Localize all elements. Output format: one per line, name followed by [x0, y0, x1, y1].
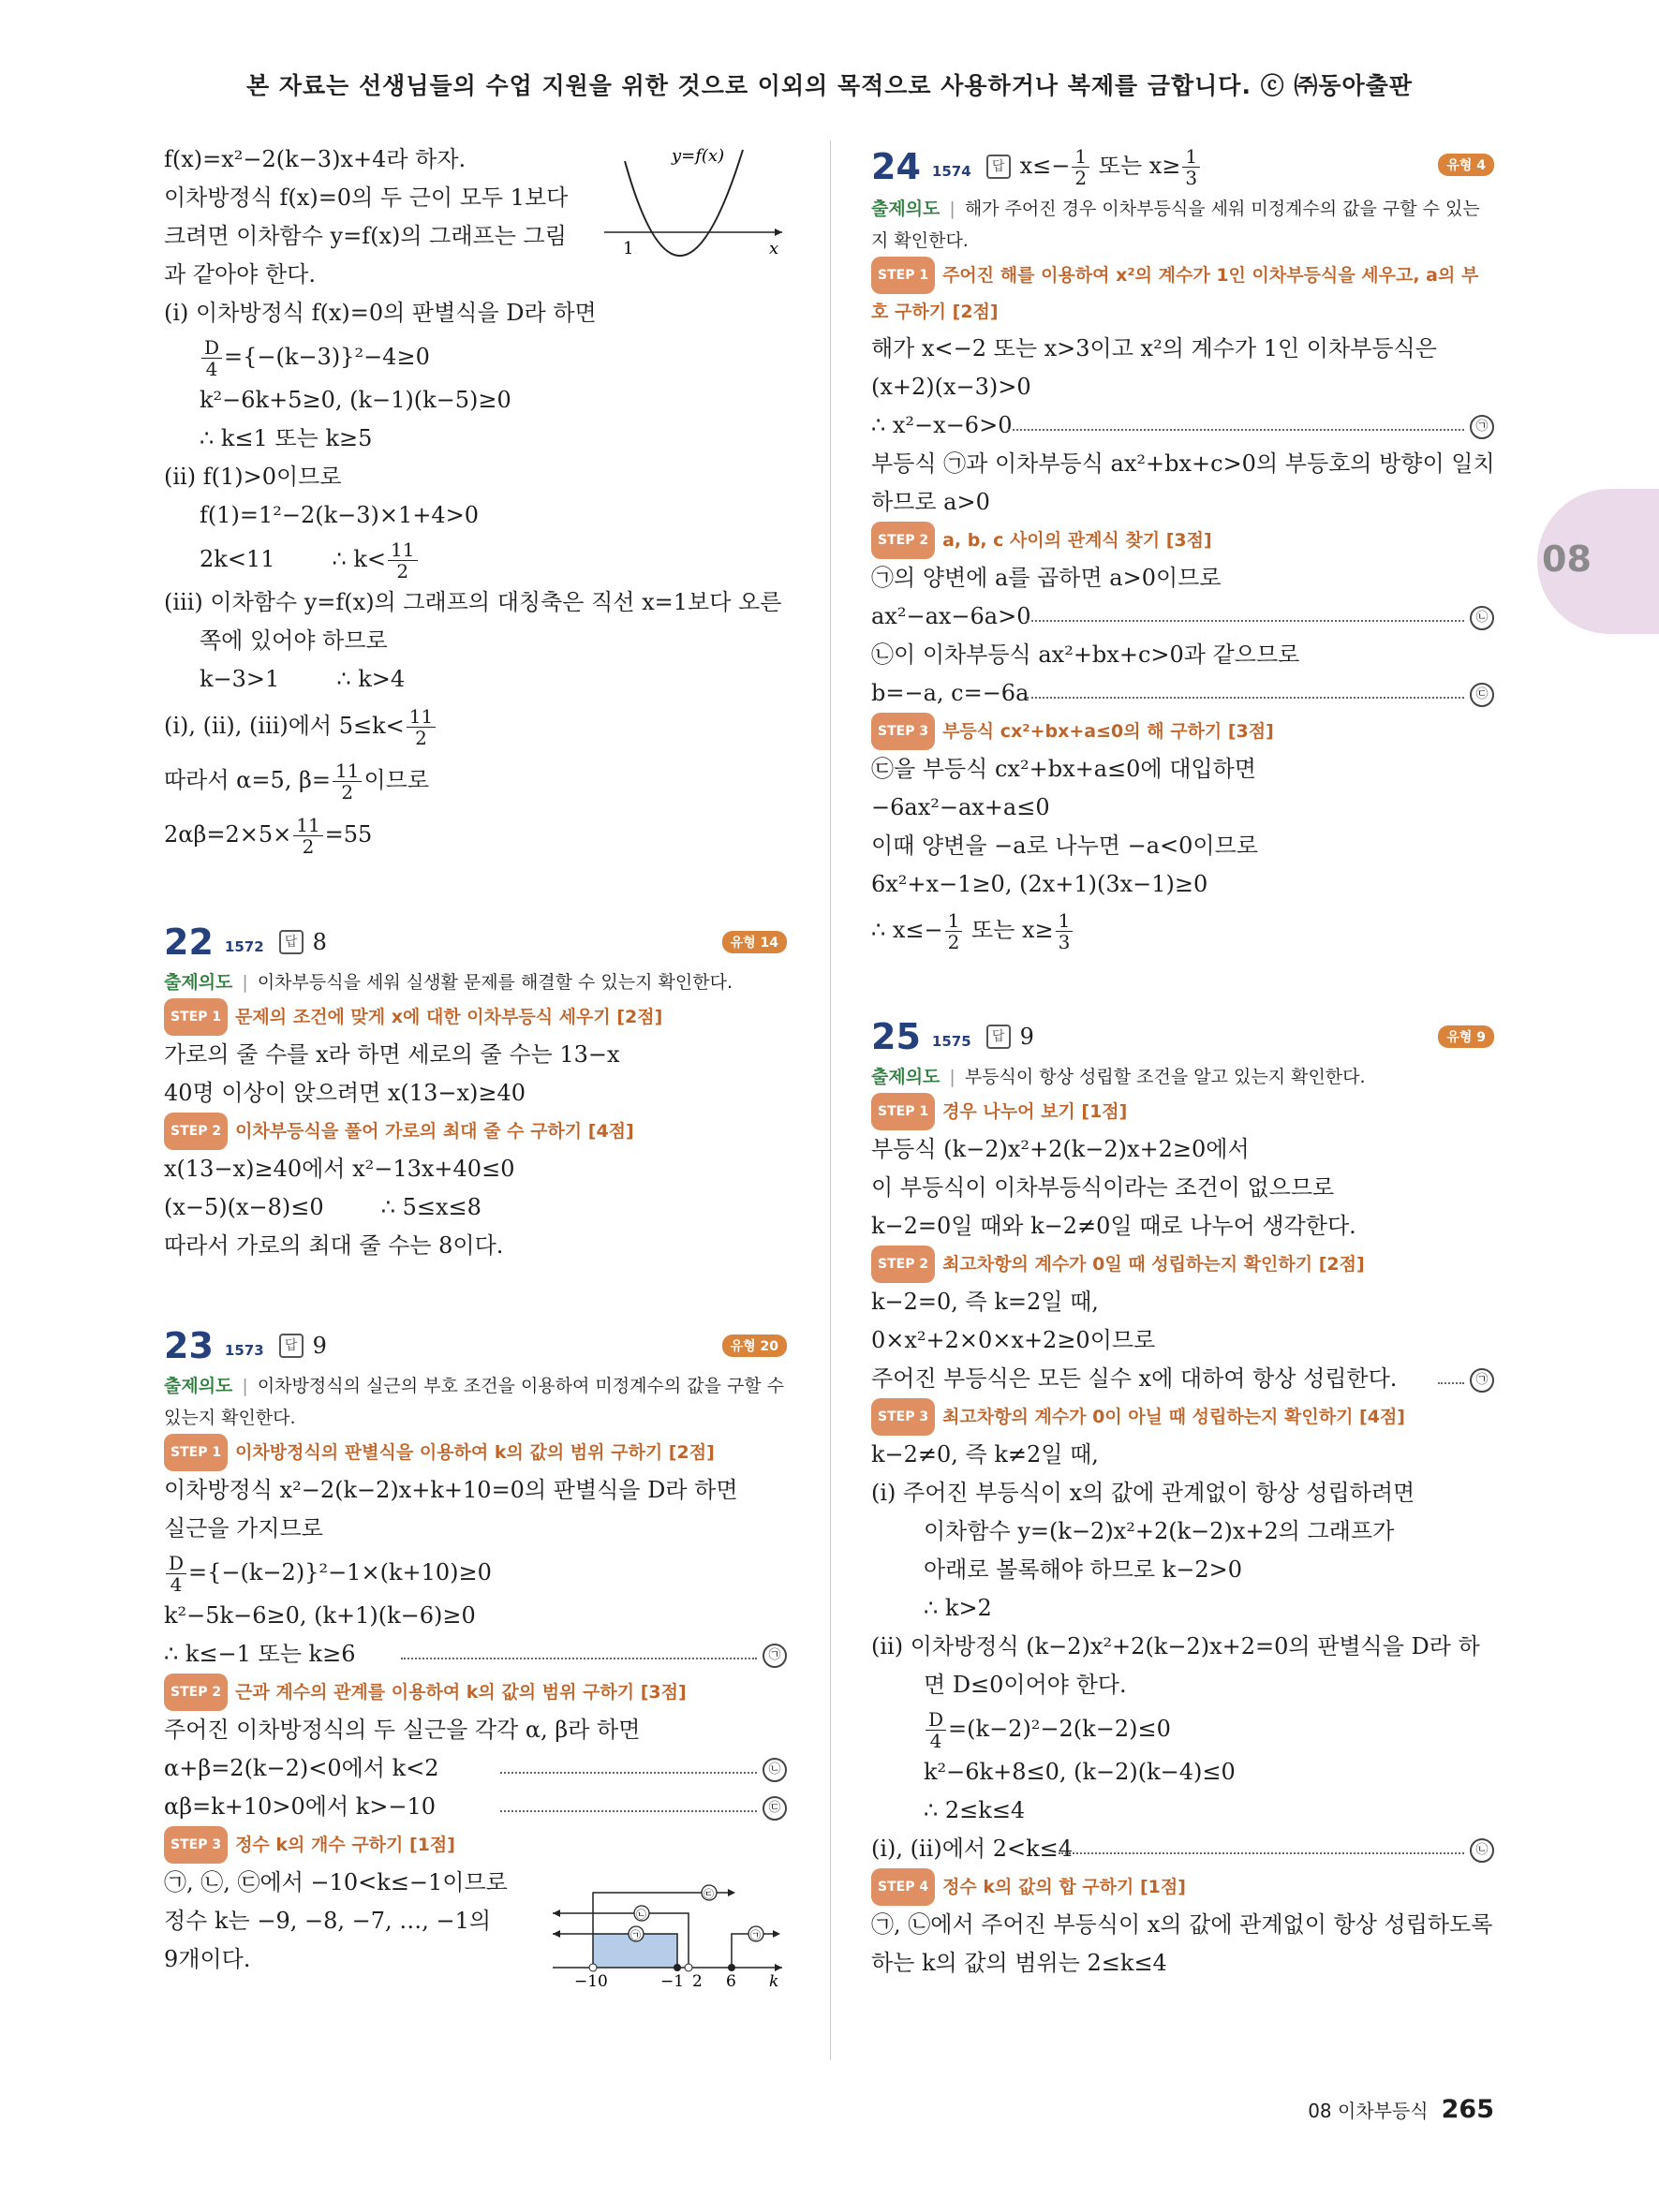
page-footer — [1308, 2095, 1494, 2124]
equation-line: 부등식 (k−2)x²+2(k−2)x+2≥0에서 — [871, 1136, 1250, 1162]
step-heading: STEP 2 a, b, c 사이의 관계식 찾기 [3점] — [871, 522, 1494, 559]
footer-chapter: 08 이차부등식 — [1308, 2100, 1429, 2122]
equation-line: $\frac{D}{4}$ ={−(k−2)}²−1×(k+10)≥0 — [164, 1548, 787, 1597]
intent: 출제의도 | 해가 주어진 경우 이차부등식을 세워 미정계수의 값을 구할 수 있는지 확인한다. — [871, 199, 1480, 251]
text-line: 이차함수 y=(k−2)x²+2(k−2)x+2의 그래프가 — [924, 1518, 1395, 1544]
type-badge: 유형 9 — [1438, 1025, 1494, 1048]
left-column — [164, 140, 787, 1986]
problem-number: 25 — [871, 1016, 921, 1057]
text-line: 이차방정식 f(x)=0의 두 근이 모두 1보다 — [164, 184, 569, 211]
mark-a2-label: ㉠ — [750, 1929, 761, 1941]
text-line: f(x)=x²−2(k−3)x+4라 하자. — [164, 146, 467, 172]
text-line: 쪽에 있어야 하므로 — [200, 627, 388, 654]
equation-line: ax²−ax−6a>0 ㉡ — [871, 597, 1494, 636]
text-line: (ⅰ) 주어진 부등식이 x의 값에 관계없이 항상 성립하려면 — [871, 1480, 1415, 1506]
equation-line: 따라서 α=5, β= $\frac{11}{2}$ 이므로 — [164, 759, 430, 804]
text-line: 주어진 이차방정식의 두 실근을 각각 α, β라 하면 — [164, 1717, 641, 1743]
circle-mark-icon: ㉠ — [1470, 415, 1494, 439]
equation-line: $\frac{D}{4}$ ={−(k−3)}²−4≥0 — [164, 332, 787, 381]
equation-line: 0×x²+2×0×x+2≥0이므로 — [871, 1327, 1156, 1353]
problem-24 — [871, 140, 1494, 956]
text-line: 이때 양변을 −a로 나누면 −a<0이므로 — [871, 833, 1258, 859]
fraction: $\frac{11}{2}$ — [333, 760, 362, 803]
text-line: (ⅰ) 이차방정식 f(x)=0의 판별식을 D라 하면 — [164, 300, 597, 326]
text-line: 부등식 ㉠과 이차부등식 ax²+bx+c>0의 부등호의 방향이 일치 — [871, 450, 1495, 477]
equation-line: b=−a, c=−6a ㉢ — [871, 674, 1494, 713]
text-line: (ⅱ) 이차방정식 (k−2)x²+2(k−2)x+2=0의 판별식을 D라 하 — [871, 1633, 1480, 1659]
circle-mark-icon: ㉠ — [763, 1644, 787, 1668]
copyright-notice: 본 자료는 선생님들의 수업 지원을 위한 것으로 이외의 목적으로 사용하거나 복제를 금합니다. ⓒ ㈜동아출판 — [246, 72, 1413, 99]
equation-line: 2αβ=2×5× $\frac{11}{2}$ =55 — [164, 814, 373, 858]
problem-25 — [871, 1012, 1494, 1983]
circle-mark-icon: ㉡ — [1470, 1838, 1494, 1863]
equation-line: (x−5)(x−8)≤0 ∴ 5≤x≤8 — [164, 1194, 481, 1220]
answer: 8 — [312, 929, 327, 955]
equation-line: α+β=2(k−2)<0에서 k<2 ㉡ — [164, 1749, 787, 1788]
equation-line: (ⅰ), (ⅱ), (ⅲ)에서 5≤k< $\frac{11}{2}$ — [164, 699, 787, 753]
text-line: ㉠, ㉡, ㉢에서 −10<k≤−1이므로 — [164, 1869, 508, 1895]
graph-x-label: x — [769, 239, 779, 258]
fraction: $\frac{D}{4}$ — [926, 1709, 946, 1751]
text-line: 정수 k는 −9, −8, −7, …, −1의 — [164, 1908, 492, 1934]
problem-code: 1572 — [224, 938, 264, 955]
equation-line: −6ax²−ax+a≤0 — [871, 794, 1050, 820]
fraction: $\frac{1}{3}$ — [1182, 146, 1200, 188]
fraction: $\frac{1}{3}$ — [1056, 910, 1074, 952]
text-line: 아래로 볼록해야 하므로 k−2>0 — [924, 1556, 1243, 1583]
equation-line: k²−6k+8≤0, (k−2)(k−4)≤0 — [924, 1759, 1236, 1785]
graph-func-label: y=f(x) — [672, 146, 725, 166]
page-number: 265 — [1441, 2095, 1494, 2124]
equation-line: 2k<11 ∴ k< $\frac{11}{2}$ — [164, 535, 787, 583]
answer-icon: 답 — [986, 155, 1011, 179]
text-line: 하므로 a>0 — [871, 489, 990, 515]
step-heading: STEP 4 정수 k의 값의 합 구하기 [1점] — [871, 1868, 1494, 1906]
problem-code: 1573 — [224, 1342, 264, 1359]
problem-header — [164, 918, 787, 966]
type-badge: 유형 4 — [1438, 154, 1494, 176]
text-line: 주어진 부등식은 모든 실수 x에 대하여 항상 성립한다. ㉠ — [871, 1360, 1494, 1398]
fraction: $\frac{1}{2}$ — [1072, 146, 1089, 188]
equation-line: k²−6k+5≥0, (k−1)(k−5)≥0 — [200, 387, 511, 413]
equation-line: ∴ k>2 — [924, 1595, 992, 1621]
equation-line: k−2≠0, 즉 k≠2일 때, — [871, 1441, 1099, 1467]
problem-number: 22 — [164, 922, 214, 963]
problem-code: 1574 — [931, 163, 971, 180]
step-heading: STEP 1 문제의 조건에 맞게 x에 대한 이차부등식 세우기 [2점] — [164, 998, 787, 1036]
answer: x≤− $\frac{1}{2}$ 또는 x≥ $\frac{1}{3}$ — [1020, 146, 1203, 188]
equation-line: x(13−x)≥40에서 x²−13x+40≤0 — [164, 1156, 515, 1182]
circle-mark-icon: ㉡ — [1470, 606, 1494, 630]
column-divider — [830, 140, 831, 2060]
answer-icon: 답 — [279, 930, 304, 954]
mark-a-label: ㉠ — [630, 1929, 641, 1941]
fraction: $\frac{11}{2}$ — [293, 815, 322, 857]
tick-label: 2 — [692, 1972, 703, 1986]
tick-label: 6 — [726, 1972, 736, 1986]
text-line: 과 같아야 한다. — [164, 261, 316, 288]
circle-mark-icon: ㉢ — [763, 1796, 787, 1821]
text-line: 따라서 가로의 최대 줄 수는 8이다. — [164, 1232, 504, 1259]
equation-line: (ⅰ), (ⅱ)에서 2<k≤4 ㉡ — [871, 1830, 1494, 1868]
mark-b-label: ㉡ — [636, 1909, 646, 1921]
answer-icon: 답 — [279, 1334, 304, 1358]
step-heading: STEP 1 이차방정식의 판별식을 이용하여 k의 값의 범위 구하기 [2점] — [164, 1434, 787, 1471]
equation-line: αβ=k+10>0에서 k>−10 ㉢ — [164, 1788, 787, 1826]
text-line: 면 D≤0이어야 한다. — [924, 1672, 1127, 1698]
problem-number: 24 — [871, 146, 921, 187]
text-line: 해가 x<−2 또는 x>3이고 x²의 계수가 1인 이차부등식은 — [871, 335, 1437, 361]
problem-header — [164, 1321, 787, 1370]
step-heading: STEP 2 이차부등식을 풀어 가로의 최대 줄 수 구하기 [4점] — [164, 1113, 787, 1150]
problem-header — [871, 1012, 1494, 1061]
text-line: 크려면 이차함수 y=f(x)의 그래프는 그림 — [164, 223, 567, 249]
step-heading: STEP 1 경우 나누어 보기 [1점] — [871, 1093, 1494, 1130]
step-heading: STEP 1 주어진 해를 이용하여 x²의 계수가 1인 이차부등식을 세우고, a의 부호 구하기 [2점] — [871, 257, 1494, 330]
text-line: 이차방정식 x²−2(k−2)x+k+10=0의 판별식을 D라 하면 — [164, 1477, 738, 1503]
circle-mark-icon: ㉠ — [1470, 1368, 1494, 1393]
equation-line: ∴ k≤1 또는 k≥5 — [200, 425, 373, 451]
mark-c-label: ㉢ — [704, 1888, 714, 1900]
tick-label: −10 — [574, 1972, 608, 1986]
step-heading: STEP 3 부등식 cx²+bx+a≤0의 해 구하기 [3점] — [871, 713, 1494, 750]
intent: 출제의도 | 부등식이 항상 성립할 조건을 알고 있는지 확인한다. — [871, 1067, 1366, 1087]
fraction: $\frac{1}{2}$ — [945, 910, 963, 952]
equation-line: k²−5k−6≥0, (k+1)(k−6)≥0 — [164, 1602, 476, 1629]
fraction: $\frac{D}{4}$ — [166, 1553, 186, 1595]
chapter-tab-number: 08 — [1542, 538, 1592, 580]
circle-mark-icon: ㉢ — [1470, 683, 1494, 707]
problem-22 — [164, 918, 787, 1265]
fraction: $\frac{11}{2}$ — [407, 706, 436, 748]
text-line: ㉠, ㉡에서 주어진 부등식이 x의 값에 관계없이 항상 성립하도록 — [871, 1911, 1493, 1938]
answer: 9 — [312, 1333, 327, 1359]
text-line: ㉠의 양변에 a를 곱하면 a>0이므로 — [871, 565, 1222, 591]
circle-mark-icon: ㉡ — [763, 1758, 787, 1782]
step-heading: STEP 2 최고차항의 계수가 0일 때 성립하는지 확인하기 [2점] — [871, 1246, 1494, 1283]
text-line: 실근을 가지므로 — [164, 1515, 323, 1541]
text-line: 하는 k의 값의 범위는 2≤k≤4 — [871, 1950, 1167, 1976]
problem-header — [871, 140, 1494, 193]
equation-line: ∴ k≤−1 또는 k≥6 ㉠ — [164, 1635, 787, 1674]
tick-label: k — [769, 1972, 779, 1986]
equation-line: $\frac{D}{4}$ =(k−2)²−2(k−2)≤0 — [871, 1704, 1494, 1753]
text-line: 9개이다. — [164, 1946, 251, 1972]
problem-23 — [164, 1321, 787, 1986]
text-line: (ⅲ) 이차함수 y=f(x)의 그래프의 대칭축은 직선 x=1보다 오른 — [164, 589, 782, 615]
equation-line: k−3>1 ∴ k>4 — [200, 666, 406, 692]
equation-line: ∴ x≤− $\frac{1}{2}$ 또는 x≥ $\frac{1}{3}$ — [871, 904, 1494, 956]
intent: 출제의도 | 이차부등식을 세워 실생활 문제를 해결할 수 있는지 확인한다. — [164, 972, 733, 993]
problem-code: 1575 — [931, 1033, 971, 1050]
equation-line: ∴ 2≤k≤4 — [924, 1797, 1026, 1823]
equation-line: f(1)=1²−2(k−3)×1+4>0 — [200, 502, 480, 528]
right-column — [871, 140, 1494, 1983]
fraction: $\frac{11}{2}$ — [388, 539, 417, 582]
type-badge: 유형 20 — [722, 1335, 787, 1357]
number-line-diagram — [548, 1876, 787, 1986]
equation-line: 6x²+x−1≥0, (2x+1)(3x−1)≥0 — [871, 871, 1208, 897]
text-line: k−2=0일 때와 k−2≠0일 때로 나누어 생각한다. — [871, 1213, 1356, 1239]
problem-number: 23 — [164, 1325, 214, 1366]
step-heading: STEP 3 최고차항의 계수가 0이 아닐 때 성립하는지 확인하기 [4점] — [871, 1398, 1494, 1436]
equation-line: (x+2)(x−3)>0 — [871, 374, 1031, 400]
tick-label: −1 — [660, 1972, 685, 1986]
text-line: 이 부등식이 이차부등식이라는 조건이 없으므로 — [871, 1174, 1335, 1201]
text-line: ㉡이 이차부등식 ax²+bx+c>0과 같으므로 — [871, 641, 1300, 668]
step-heading: STEP 3 정수 k의 개수 구하기 [1점] — [164, 1826, 787, 1864]
type-badge: 유형 14 — [722, 931, 787, 953]
text-line: ㉢을 부등식 cx²+bx+a≤0에 대입하면 — [871, 756, 1256, 782]
step-heading: STEP 2 근과 계수의 관계를 이용하여 k의 값의 범위 구하기 [3점] — [164, 1674, 787, 1711]
answer: 9 — [1019, 1024, 1034, 1050]
answer-icon: 답 — [986, 1025, 1011, 1049]
intent: 출제의도 | 이차방정식의 실근의 부호 조건을 이용하여 미정계수의 값을 구할 수 있는지 확인한다. — [164, 1376, 785, 1428]
equation-line: ∴ x²−x−6>0 ㉠ — [871, 406, 1494, 445]
equation-line: k−2=0, 즉 k=2일 때, — [871, 1289, 1099, 1315]
text-line: (ⅱ) f(1)>0이므로 — [164, 464, 342, 490]
text-line: 가로의 줄 수를 x라 하면 세로의 줄 수는 13−x — [164, 1041, 620, 1068]
graph-one-label: 1 — [623, 239, 634, 258]
text-line: 40명 이상이 앉으려면 x(13−x)≥40 — [164, 1080, 526, 1106]
fraction: $\frac{D}{4}$ — [201, 337, 222, 379]
